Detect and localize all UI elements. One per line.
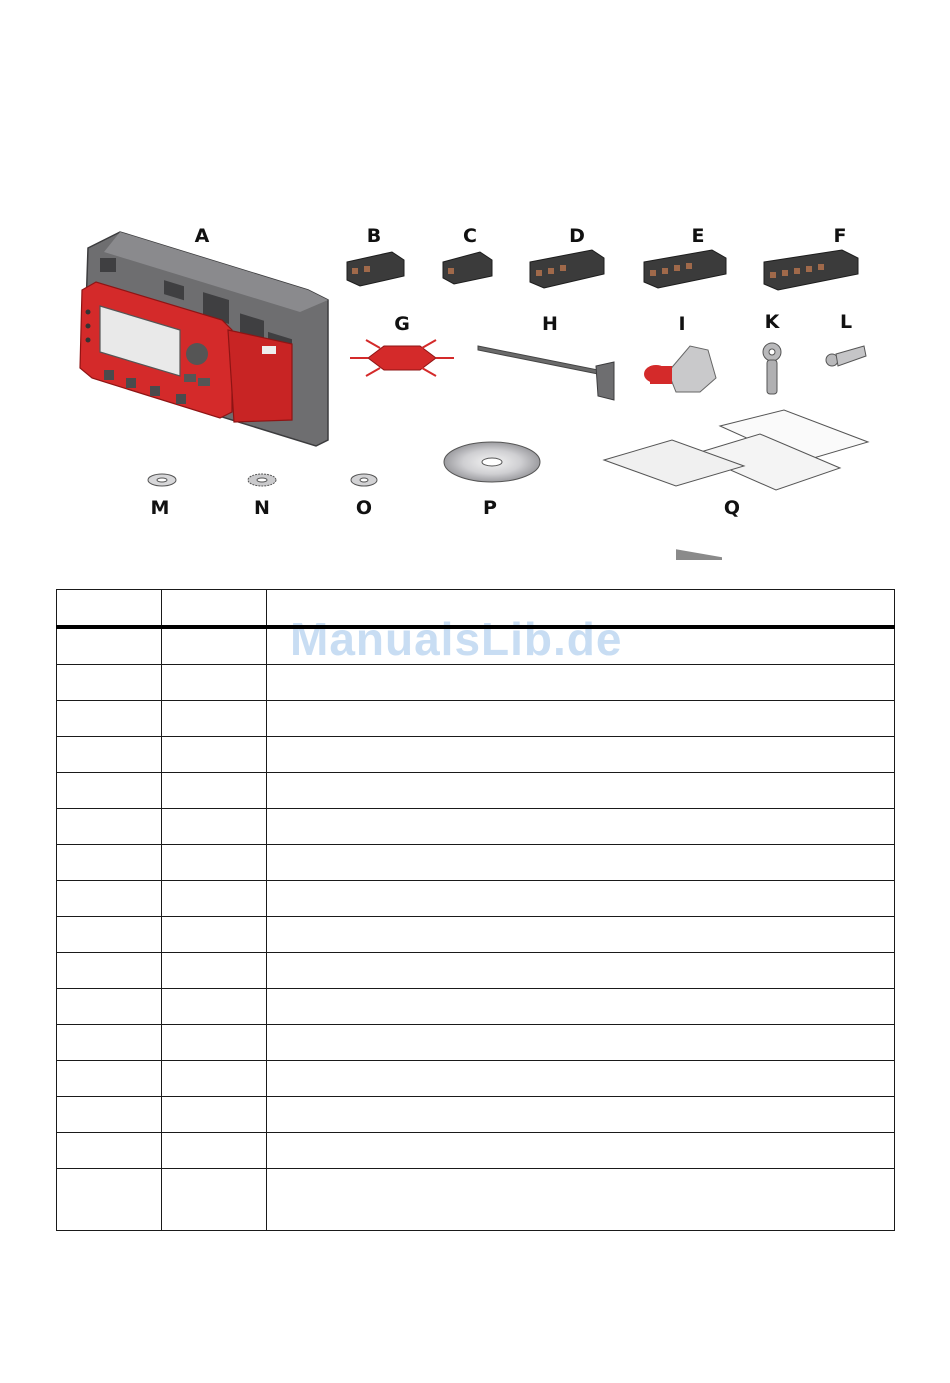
table-cell [267, 989, 895, 1025]
table-cell [267, 953, 895, 989]
table-row [57, 953, 895, 989]
table-cell [162, 809, 267, 845]
table-row [57, 773, 895, 809]
label-m: M [150, 497, 170, 519]
table-cell [162, 1169, 267, 1231]
jumper-g [350, 340, 454, 376]
table-cell [267, 1097, 895, 1133]
screw-l [826, 346, 866, 366]
washer-n [248, 474, 276, 486]
device-a [80, 232, 328, 446]
table-cell [57, 1061, 162, 1097]
table-cell [267, 845, 895, 881]
table-cell [162, 845, 267, 881]
header-cell [57, 590, 162, 628]
label-i: I [678, 313, 686, 335]
table-row [57, 845, 895, 881]
label-b: B [366, 225, 382, 247]
table-row [57, 1061, 895, 1097]
terminal-block-d [530, 250, 604, 288]
washer-o [351, 474, 377, 486]
table-cell [57, 665, 162, 701]
table-cell [57, 1133, 162, 1169]
table-cell [267, 1133, 895, 1169]
table-row [57, 1097, 895, 1133]
terminal-block-f [764, 250, 858, 290]
table-cell [57, 773, 162, 809]
table-cell [57, 737, 162, 773]
table-cell [162, 737, 267, 773]
table-cell [57, 881, 162, 917]
table-row [57, 665, 895, 701]
cable-lug-k [763, 343, 781, 394]
table-row [57, 881, 895, 917]
terminal-block-b [347, 252, 404, 286]
label-l: L [839, 311, 853, 333]
table-cell [267, 773, 895, 809]
watermark: ManualsLib.de [290, 613, 623, 665]
table-cell [162, 1025, 267, 1061]
table-cell [267, 881, 895, 917]
label-q: Q [723, 497, 741, 519]
label-k: K [764, 311, 780, 333]
table-cell [267, 737, 895, 773]
table-cell [162, 773, 267, 809]
terminal-block-c [443, 252, 492, 284]
scope-of-delivery-table [56, 589, 895, 1231]
table-cell [267, 701, 895, 737]
table-cell [162, 917, 267, 953]
label-n: N [254, 497, 270, 519]
table-cell [57, 989, 162, 1025]
table-row [57, 1025, 895, 1061]
label-g: G [394, 313, 410, 335]
table-row [57, 809, 895, 845]
table-cell [162, 1061, 267, 1097]
table-cell [57, 1169, 162, 1231]
table-cell [162, 953, 267, 989]
label-p: P [483, 497, 497, 519]
table-cell [162, 989, 267, 1025]
table-cell [57, 1025, 162, 1061]
label-a: A [194, 225, 210, 247]
table-cell [162, 1133, 267, 1169]
table-cell [162, 881, 267, 917]
cable-clamp-i [644, 346, 716, 392]
header-cell [267, 590, 895, 628]
table-cell [267, 627, 895, 665]
label-o: O [355, 497, 373, 519]
table-row [57, 701, 895, 737]
table-cell [267, 917, 895, 953]
table-row [57, 737, 895, 773]
table-row [57, 917, 895, 953]
table-cell [57, 1097, 162, 1133]
table-cell [267, 665, 895, 701]
table-cell [57, 917, 162, 953]
table-row [57, 1133, 895, 1169]
header-cell [162, 590, 267, 628]
terminal-block-e [644, 250, 726, 288]
table-row [57, 627, 895, 665]
documents-q [604, 410, 868, 560]
table-cell [162, 1097, 267, 1133]
scope-of-delivery-figure [0, 0, 950, 560]
washer-m [148, 474, 176, 486]
label-h: H [542, 313, 558, 335]
table-cell [267, 809, 895, 845]
table-cell [57, 627, 162, 665]
table-row [57, 989, 895, 1025]
table-cell [162, 627, 267, 665]
label-d: D [569, 225, 585, 247]
table-cell [267, 1169, 895, 1231]
table-cell [162, 665, 267, 701]
table-cell [162, 701, 267, 737]
table-cell [57, 809, 162, 845]
label-f: F [833, 225, 847, 247]
table-cell [267, 1025, 895, 1061]
table-body [57, 627, 895, 1231]
table-row [57, 1169, 895, 1231]
label-c: C [463, 225, 477, 247]
table-cell [57, 953, 162, 989]
cd-p [444, 442, 540, 482]
table-cell [267, 1061, 895, 1097]
table-cell [57, 701, 162, 737]
cable-tie-h [478, 346, 614, 400]
table-header-row [57, 590, 895, 628]
table-cell [57, 845, 162, 881]
label-e: E [691, 225, 705, 247]
